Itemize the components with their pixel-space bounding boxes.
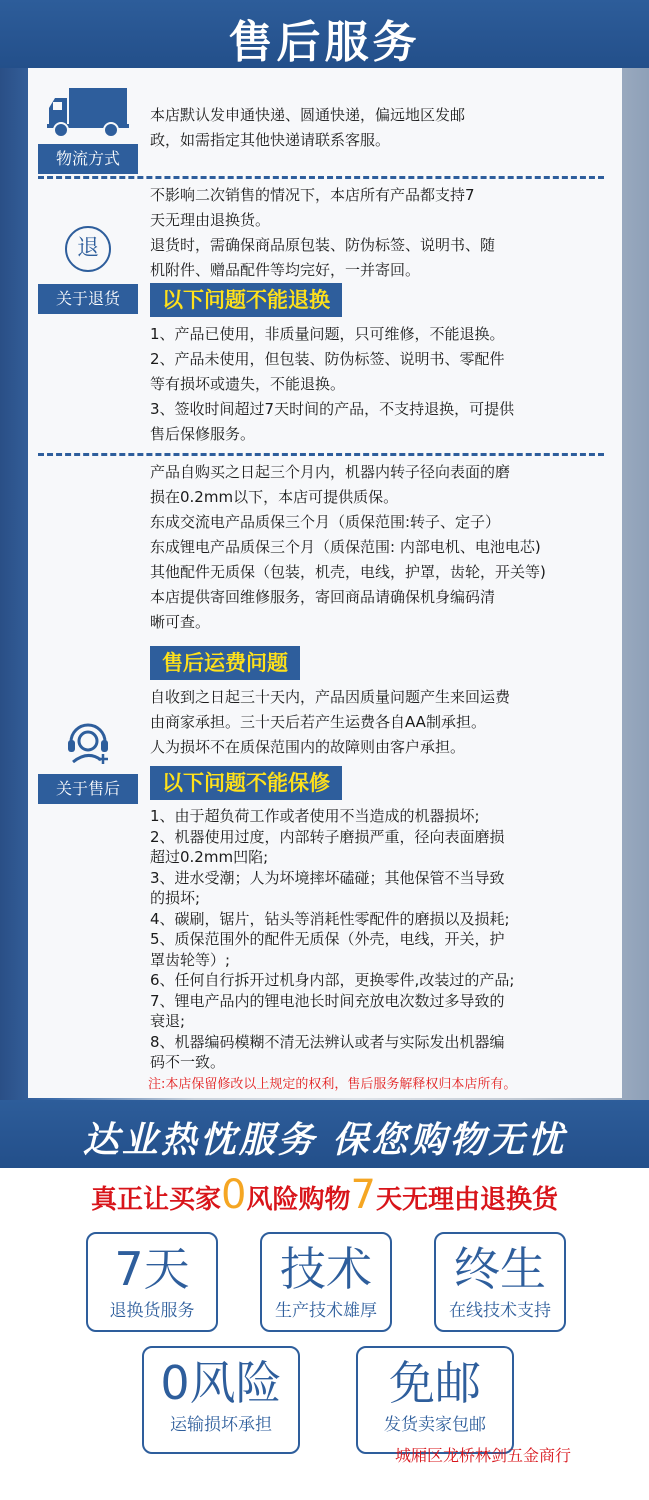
list-item: 2、机器使用过度，内部转子磨损严重，径向表面磨损 [150, 827, 505, 846]
shipping-line: 政，如需指定其他快递请联系客服。 [150, 131, 391, 149]
list-item: 衰退; [150, 1012, 186, 1030]
no-return-heading: 以下问题不能退换 [150, 283, 342, 317]
list-item: 售后保修服务。 [150, 425, 256, 443]
card-title: 7天 [114, 1242, 190, 1296]
card-title: 技术 [280, 1242, 372, 1296]
promise-number: 0 [221, 1172, 247, 1218]
customer-service-icon [63, 714, 113, 764]
promise-line [0, 1172, 649, 1218]
promise-number: 7 [350, 1172, 376, 1218]
warranty-line: 东成锂电产品质保三个月（质保范围: 内部电机、电池电芯) [150, 538, 541, 556]
list-item: 3、进水受潮；人为坏境摔坏磕碰；其他保管不当导致 [150, 868, 505, 887]
warranty-text [150, 460, 620, 635]
promise-part: 风险购物 [246, 1185, 351, 1215]
list-item: 4、碳刷，锯片，钻头等消耗性零配件的磨损以及损耗; [150, 909, 510, 928]
truck-icon [47, 86, 129, 138]
shipping-fee-heading: 售后运费问题 [150, 646, 300, 680]
shop-name: 城厢区龙桥林剑五金商行 [395, 1446, 572, 1465]
slogan-text: 达业热忱服务 保您购物无忧 [82, 1120, 567, 1161]
section-divider [38, 453, 604, 456]
card-title: 终生 [454, 1242, 546, 1296]
returns-text [150, 183, 620, 283]
page-title: 售后服务 [228, 17, 421, 68]
shipping-sidebar [38, 86, 138, 174]
warranty-line: 东成交流电产品质保三个月（质保范围:转子、定子） [150, 513, 501, 531]
warranty-line: 本店提供寄回维修服务，寄回商品请确保机身编码清 [150, 588, 496, 606]
card-subtitle: 在线技术支持 [449, 1301, 551, 1321]
warranty-line: 产品自购买之日起三个月内，机器内转子径向表面的磨 [150, 463, 511, 481]
service-card-lifetime [434, 1232, 566, 1332]
warranty-line: 损在0.2mm以下，本店可提供质保。 [150, 488, 399, 506]
service-card-zero-risk [142, 1346, 300, 1454]
header-band [0, 0, 649, 68]
shipping-label: 物流方式 [38, 144, 138, 174]
list-item: 罩齿轮等）; [150, 950, 231, 969]
no-warranty-heading: 以下问题不能保修 [150, 766, 342, 800]
promise-part: 真正让买家 [91, 1185, 222, 1215]
shipping-fee-line: 人为损坏不在质保范围内的故障则由客户承担。 [150, 738, 466, 756]
returns-line: 机附件、赠品配件等均完好，一并寄回。 [150, 261, 421, 279]
list-item: 码不一致。 [150, 1053, 226, 1071]
return-badge-icon [65, 226, 111, 272]
service-card-free-shipping [356, 1346, 514, 1454]
returns-line: 退货时，需确保商品原包装、防伪标签、说明书、随 [150, 236, 496, 254]
list-item: 6、任何自行拆开过机身内部，更换零件,改装过的产品; [150, 971, 515, 989]
card-subtitle: 运输损坏承担 [170, 1415, 272, 1435]
returns-line: 天无理由退换货。 [150, 211, 271, 229]
promise-part: 天无理由退换货 [375, 1185, 558, 1215]
list-item: 7、锂电产品内的锂电池长时间充放电次数过多导致的 [150, 991, 505, 1010]
no-warranty-list [150, 806, 620, 1073]
shipping-fee-line: 由商家承担。三十天后若产生运费各自AA制承担。 [150, 713, 486, 731]
shipping-text [150, 103, 620, 153]
list-item: 1、由于超负荷工作或者使用不当造成的机器损坏; [150, 807, 480, 825]
list-item: 2、产品未使用，但包装、防伪标签、说明书、零配件 [150, 350, 505, 368]
disclaimer-note: 注:本店保留修改以上规定的权利，售后服务解释权归本店所有。 [148, 1077, 517, 1092]
card-subtitle: 发货卖家包邮 [384, 1415, 486, 1435]
card-title: 0风险 [160, 1356, 282, 1410]
list-item: 5、质保范围外的配件无质保（外壳，电线，开关，护 [150, 930, 505, 948]
service-card-tech [260, 1232, 392, 1332]
list-item: 的损坏; [150, 889, 201, 907]
warranty-line: 其他配件无质保（包装，机壳，电线，护罩，齿轮，开关等) [150, 563, 546, 581]
return-badge-text: 退 [76, 236, 99, 261]
shipping-fee-text [150, 685, 620, 760]
list-item: 等有损坏或遗失，不能退换。 [150, 375, 346, 393]
section-divider [38, 176, 604, 179]
returns-line: 不影响二次销售的情况下，本店所有产品都支持7 [150, 186, 475, 204]
aftersales-sidebar [38, 714, 138, 804]
aftersales-label: 关于售后 [38, 774, 138, 804]
card-subtitle: 退换货服务 [109, 1301, 195, 1321]
list-item: 1、产品已使用，非质量问题，只可维修，不能退换。 [150, 325, 505, 343]
no-return-list [150, 322, 620, 447]
list-item: 超过0.2mm凹陷; [150, 848, 269, 866]
shipping-line: 本店默认发申通快递、圆通快递，偏远地区发邮 [150, 106, 466, 124]
slogan-band [0, 1100, 649, 1168]
list-item: 3、签收时间超过7天时间的产品，不支持退换，可提供 [150, 400, 515, 418]
returns-label: 关于退货 [38, 284, 138, 314]
returns-sidebar [38, 226, 138, 314]
list-item: 8、机器编码模糊不清无法辨认或者与实际发出机器编 [150, 1032, 505, 1051]
warranty-line: 晰可查。 [150, 613, 211, 631]
card-title: 免邮 [389, 1356, 481, 1410]
shipping-fee-line: 自收到之日起三十天内，产品因质量问题产生来回运费 [150, 688, 511, 706]
card-subtitle: 生产技术雄厚 [275, 1301, 377, 1321]
service-card-7day [86, 1232, 218, 1332]
